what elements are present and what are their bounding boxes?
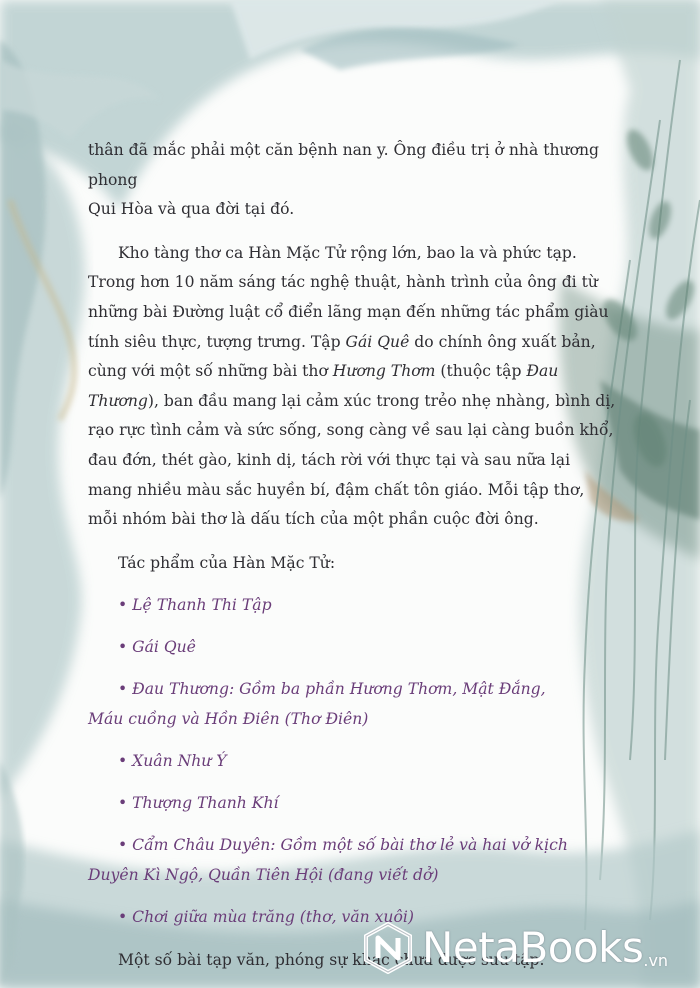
- title-gai-que: Gái Quê: [345, 332, 410, 351]
- netabooks-logo-icon: [362, 922, 414, 974]
- watermark: [362, 918, 700, 978]
- works-item-line: • Chơi giữa mùa trăng (thơ, văn xuôi): [118, 908, 414, 927]
- works-list-item: [88, 590, 618, 620]
- paragraph-line: thân đã mắc phải một căn bệnh nan y. Ông điều trị ở nhà thương phong: [88, 141, 599, 189]
- works-item-line: • Cẩm Châu Duyên: Gồm một số bài thơ lẻ và hai vở kịch: [118, 836, 568, 855]
- works-list-item: [88, 632, 618, 662]
- text-run: (thuộc tập: [435, 362, 527, 381]
- watermark-brand: NetaBooks: [422, 923, 644, 972]
- works-item-line: • Gái Quê: [118, 638, 196, 657]
- works-list: [88, 590, 618, 932]
- paragraph-poetry-overview: [88, 239, 618, 535]
- works-item-line: • Thượng Thanh Khí: [118, 794, 279, 813]
- works-item-line: Máu cuồng và Hồn Điên (Thơ Điên): [88, 710, 369, 729]
- page-text-column: [88, 136, 618, 976]
- works-list-item: [88, 788, 618, 818]
- paragraph-continued: [88, 136, 618, 225]
- paragraph-line: Qui Hòa và qua đời tại đó.: [88, 200, 295, 219]
- closing-paragraph: Một số bài tạp văn, phóng sự khác chưa được sưu tập.: [118, 951, 545, 970]
- title-huong-thom: Hương Thơm: [332, 362, 436, 381]
- works-list-item: [88, 830, 618, 890]
- works-list-item: [88, 674, 618, 734]
- works-item-line: Duyên Kì Ngộ, Quần Tiên Hội (đang viết dở): [88, 866, 439, 885]
- works-list-item: [88, 746, 618, 776]
- title-dau-thuong: Đau Thương: [88, 362, 559, 410]
- works-heading: Tác phẩm của Hàn Mặc Tử:: [118, 553, 336, 572]
- text-run: Kho tàng thơ ca Hàn Mặc Tử rộng lớn, bao la và phức tạp. Trong hơn 10 năm sáng tác nghệ thuật, hành trình của ông đi từ những bài Đường luật cổ điển lãng mạn đến những tác phẩm giàu tính siêu thực, tượng trưng. Tập: [88, 243, 609, 351]
- text-run: ), ban đầu mang lại cảm xúc trong trẻo nhẹ nhàng, bình dị, rạo rực tình cảm và sức sống, song càng về sau lại càng buồn khổ, đau đớn, thét gào, kinh dị, tách rời với thực tại và sau nữa lại mang nhiều màu sắc huyền bí, đậm chất tôn giáo. Mỗi tập thơ, mỗi nhóm bài thơ là dấu tích của một phần cuộc đời ông.: [88, 391, 616, 529]
- watermark-suffix: .vn: [643, 951, 669, 970]
- works-item-line: • Đau Thương: Gồm ba phần Hương Thơm, Mật Đắng,: [118, 680, 546, 699]
- works-item-line: • Xuân Như Ý: [118, 752, 227, 771]
- text-run: do chính ông xuất bản, cùng với một số những bài thơ: [88, 332, 596, 381]
- works-item-line: • Lệ Thanh Thi Tập: [118, 596, 272, 615]
